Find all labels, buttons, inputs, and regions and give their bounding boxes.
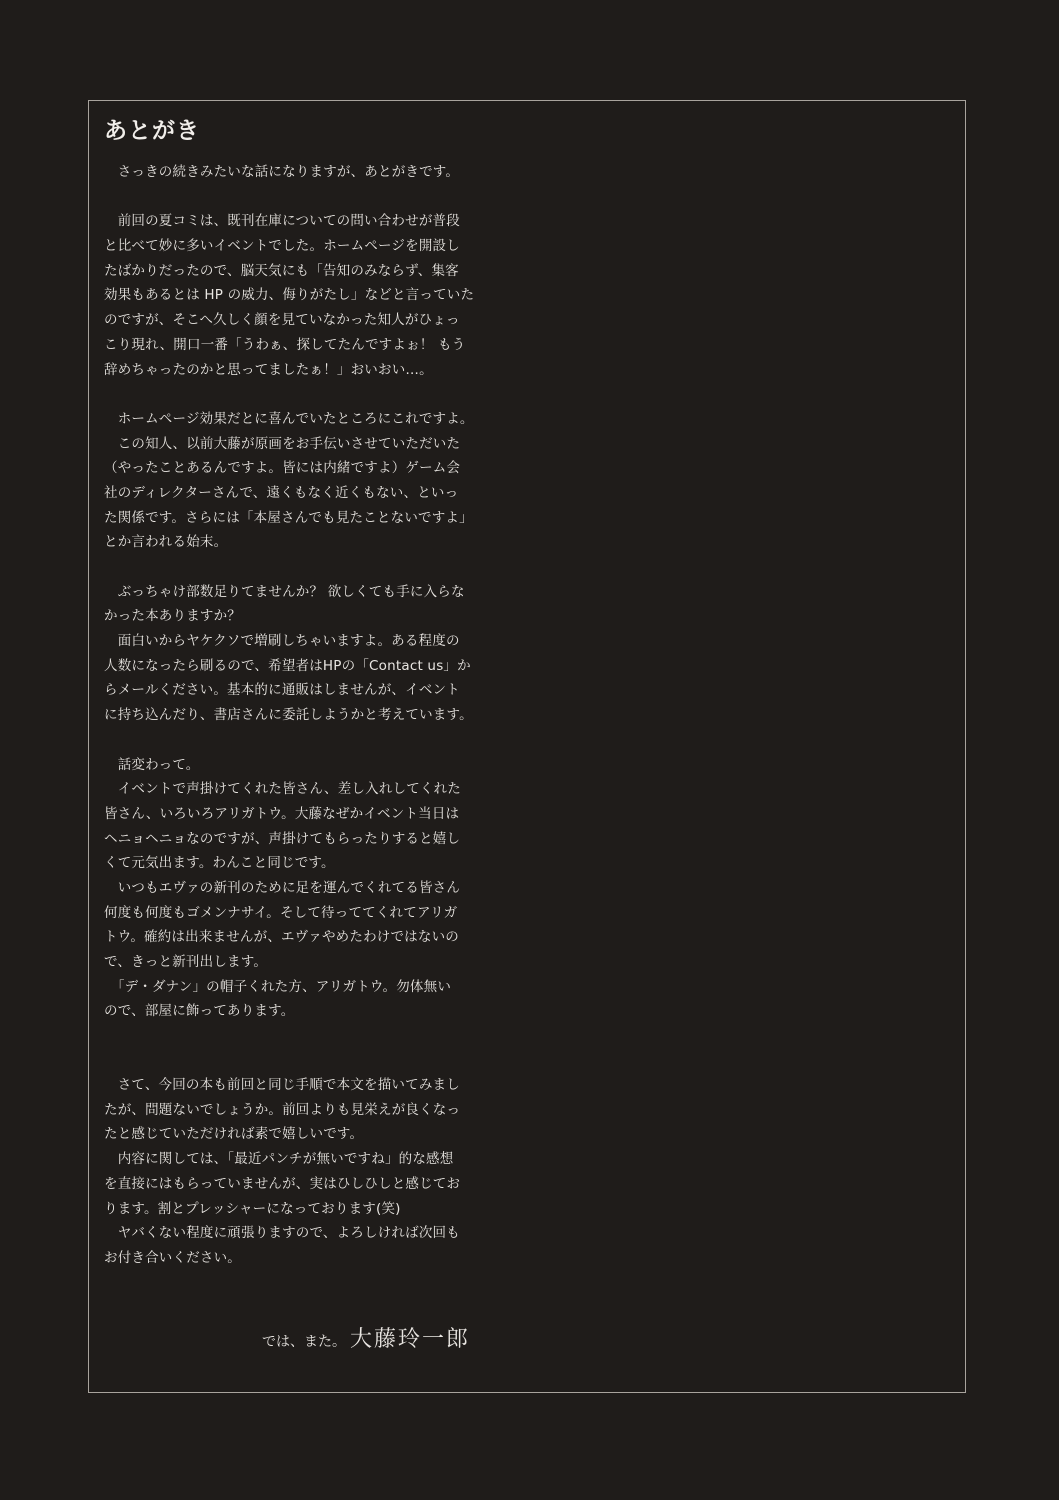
paragraph-3 [104,407,504,555]
text-line: を直接にはもらっていませんが、実はひしひしと感じてお [104,1175,461,1192]
text-line: （やったことあるんですよ。皆には内緒ですよ）ゲーム会 [104,460,461,477]
text-line: 面白いからヤケクソで増刷しちゃいますよ。ある程度の [117,633,460,650]
text-line: ります。割とプレッシャーになっております(笑) [104,1200,401,1217]
text-line: らメールください。基本的に通販はしませんが、イベント [104,682,460,699]
text-line: ホームページ効果だとに喜んでいたところにこれですよ。 [117,410,474,427]
paragraph-5 [104,753,504,1025]
paragraph-1 [104,160,504,185]
text-line: と比べて妙に多いイベントでした。ホームページを開設し [104,238,460,255]
text-line: この知人、以前大藤が原画をお手伝いさせていただいた [117,435,461,452]
closing-text: では、また。 [262,1334,346,1350]
text-line: イベントで声掛けてくれた皆さん、差し入れしてくれた [117,781,462,798]
text-line: 前回の夏コミは、既刊在庫についての問い合わせが普段 [117,213,460,230]
text-line: くて元気出ます。わんこと同じです。 [104,855,335,872]
text-line: 話変わって。 [117,756,200,773]
text-line: 人数になったら刷るので、希望者はHPの「Contact us」か [104,657,471,674]
text-line: に持ち込んだり、書店さんに委託しようかと考えています。 [104,707,473,724]
text-line: 何度も何度もゴメンナサイ。そして待っててくれてアリガ [104,904,458,921]
text-line: たが、問題ないでしょうか。前回よりも見栄えが良くなっ [104,1101,461,1118]
text-line: こり現れ、開口一番「うわぁ、探してたんですよぉ！ もう [104,336,466,353]
text-line: のですが、そこへ久しく顔を見ていなかった知人がひょっ [104,312,460,329]
text-line: かった本ありますか？ [104,608,241,625]
paragraph-6 [104,1073,504,1271]
text-line: とか言われる始末。 [104,534,228,551]
text-line: ヤバくない程度に頑張りますので、よろしければ次回も [117,1225,460,1242]
text-line: たと感じていただければ素で嬉しいです。 [104,1126,364,1143]
text-line: ので、部屋に飾ってあります。 [104,1003,295,1020]
text-line: 「デ・ダナン」の帽子くれた方、アリガトウ。勿体無い [117,978,452,995]
text-line: 内容に関しては、「最近パンチが無いですね」的な感想 [117,1151,454,1168]
text-line: 辞めちゃったのかと思ってましたぁ！」おいおい…。 [104,361,433,378]
text-line: いつもエヴァの新刊のために足を運んでくれてる皆さん [117,879,461,896]
author-signature: 大藤玲一郎 [350,1327,471,1352]
text-line: さて、今回の本も前回と同じ手順で本文を描いてみまし [117,1077,460,1094]
paragraph-2 [104,209,504,382]
text-line: ぶっちゃけ部数足りてませんか？ 欲しくても手に入らな [117,583,465,600]
closing-signoff [262,1322,470,1353]
text-line: で、きっと新刊出します。 [104,954,268,970]
text-line: た関係です。さらには「本屋さんでも見たことないですよ」 [104,509,473,526]
text-line: たばかりだったので、脳天気にも「告知のみならず、集客 [104,262,459,279]
text-line: トウ。確約は出来ませんが、エヴァやめたわけではないの [104,929,459,946]
text-line: 皆さん、いろいろアリガトウ。大藤なぜかイベント当日は [104,805,460,822]
paragraph-4 [104,580,504,728]
text-line: ヘニョヘニョなのですが、声掛けてもらったりすると嬉し [104,830,461,847]
afterword-heading: あとがき [104,118,200,144]
text-line: 効果もあるとは HP の威力、侮りがたし」などと言っていた [104,287,475,304]
text-line: 社のディレクターさんで、遠くもなく近くもない、といっ [104,484,459,501]
text-line: お付き合いください。 [104,1249,241,1266]
text-line: さっきの続きみたいな話になりますが、あとがきです。 [117,164,460,180]
afterword-body [104,160,504,1271]
